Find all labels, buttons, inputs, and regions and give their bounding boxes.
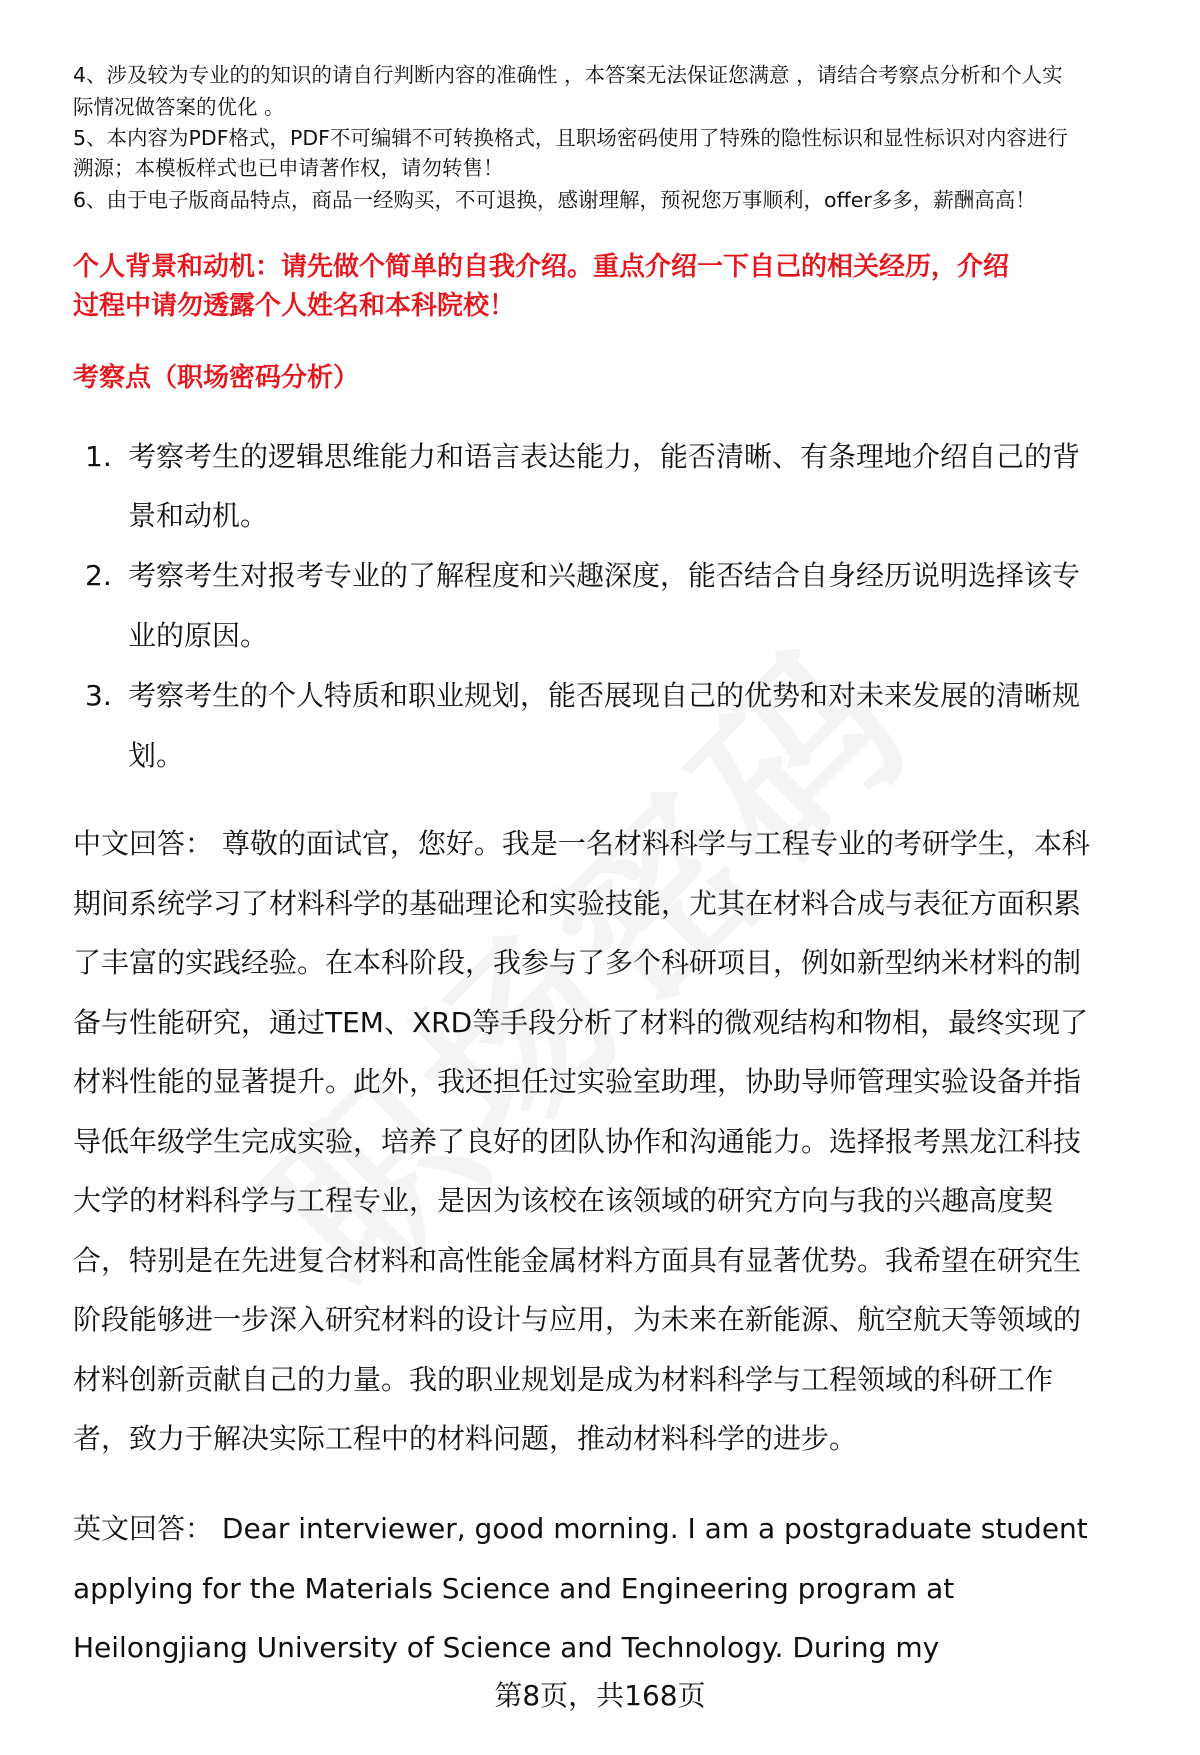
paragraph-line: 大学的材料科学与工程专业，是因为该校在该领域的研究方向与我的兴趣高度契	[73, 1184, 1054, 1217]
paragraph-line: 期间系统学习了材料科学的基础理论和实验技能，尤其在材料合成与表征方面积累	[73, 886, 1082, 920]
paragraph-line: 合，特别是在先进复合材料和高性能金属材料方面具有显著优势。我希望在研究生	[73, 1243, 1082, 1277]
page-number: 第8页，共168页	[494, 1679, 706, 1712]
note-line: 溯源；本模板样式也已申请著作权，请勿转售！	[73, 156, 504, 180]
question-heading: 过程中请勿透露个人姓名和本科院校！	[73, 291, 516, 321]
note-line: 4、涉及较为专业的的知识的请自行判断内容的准确性 ，本答案无法保证您满意 ，请结合考察点分析和个人实	[73, 63, 1063, 87]
paragraph-line: 英文回答： Dear interviewer, good morning. I am a postgraduate student	[73, 1512, 1088, 1545]
points-title: 考察点（职场密码分析）	[73, 363, 360, 393]
paragraph-line: 阶段能够进一步深入研究材料的设计与应用，为未来在新能源、航空航天等领域的	[73, 1303, 1082, 1336]
paragraph-line: 备与性能研究，通过TEM、XRD等手段分析了材料的微观结构和物相，最终实现了	[73, 1005, 1089, 1039]
list-item: 业的原因。	[128, 619, 269, 652]
question-heading: 个人背景和动机：请先做个简单的自我介绍。重点介绍一下自己的相关经历，介绍	[73, 252, 1010, 282]
list-item: 考察考生的个人特质和职业规划，能否展现自己的优势和对未来发展的清晰规	[128, 679, 1081, 712]
list-item: 划。	[128, 739, 185, 772]
note-line: 5、本内容为PDF格式，PDF不可编辑不可转换格式，且职场密码使用了特殊的隐性标识和显性标识对内容进行	[73, 126, 1068, 150]
paragraph-line: applying for the Materials Science and Engineering program at	[73, 1571, 955, 1605]
paragraph-line: 导低年级学生完成实验，培养了良好的团队协作和沟通能力。选择报考黑龙江科技	[73, 1124, 1082, 1158]
list-number: 3.	[85, 679, 112, 712]
paragraph-line: Heilongjiang University of Science and Technology. During my	[73, 1631, 940, 1664]
paragraph-line: 材料性能的显著提升。此外，我还担任过实验室助理，协助导师管理实验设备并指	[73, 1065, 1082, 1098]
list-item: 考察考生的逻辑思维能力和语言表达能力，能否清晰、有条理地介绍自己的背	[128, 440, 1081, 473]
list-item: 考察考生对报考专业的了解程度和兴趣深度，能否结合自身经历说明选择该专	[128, 559, 1081, 592]
list-item: 景和动机。	[128, 499, 269, 532]
paragraph-line: 材料创新贡献自己的力量。我的职业规划是成为材料科学与工程领域的科研工作	[73, 1362, 1054, 1396]
note-line: 际情况做答案的优化 。	[73, 95, 285, 119]
paragraph-line: 中文回答： 尊敬的面试官，您好。我是一名材料科学与工程专业的考研学生，本科	[73, 827, 1090, 860]
list-number: 2.	[85, 559, 112, 592]
note-line: 6、由于电子版商品特点，商品一经购买，不可退换，感谢理解，预祝您万事顺利，offer多多，薪酬高高！	[73, 188, 1036, 212]
paragraph-line: 了丰富的实践经验。在本科阶段，我参与了多个科研项目，例如新型纳米材料的制	[73, 946, 1082, 979]
list-number: 1.	[85, 440, 112, 473]
paragraph-line: 者，致力于解决实际工程中的材料问题，推动材料科学的进步。	[73, 1422, 858, 1455]
